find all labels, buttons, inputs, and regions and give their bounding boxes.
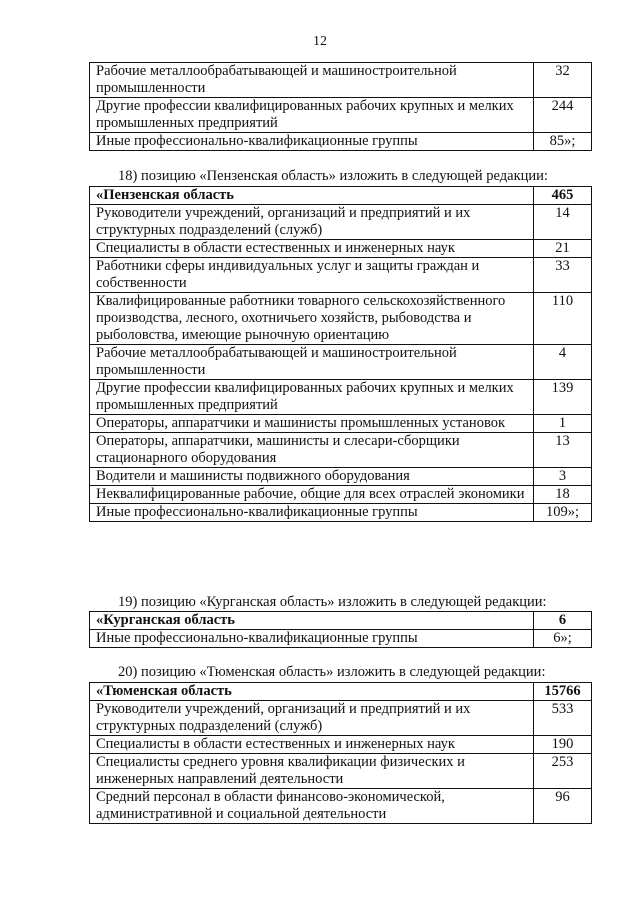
table-row	[90, 133, 592, 151]
region-total: 465	[534, 187, 592, 205]
row-label: Операторы, аппаратчики и машинисты промышленных установок	[90, 415, 534, 433]
table-row	[90, 345, 592, 380]
table-row	[90, 415, 592, 433]
tyumen-table	[89, 682, 592, 824]
row-label: Специалисты среднего уровня квалификации физических и инженерных направлений деятельности	[90, 754, 534, 789]
row-label: Рабочие металлообрабатывающей и машиностроительной промышленности	[90, 345, 534, 380]
row-label: Руководители учреждений, организаций и предприятий и их структурных подразделений (служб)	[90, 205, 534, 240]
section-19-intro: 19) позицию «Курганская область» изложить в следующей редакции:	[118, 594, 547, 610]
table-row	[90, 63, 592, 98]
section-18-intro: 18) позицию «Пензенская область» изложить в следующей редакции:	[118, 168, 548, 184]
row-value: 253	[534, 754, 592, 789]
row-label: Другие профессии квалифицированных рабочих крупных и мелких промышленных предприятий	[90, 380, 534, 415]
penza-table	[89, 186, 592, 522]
row-label: Рабочие металлообрабатывающей и машиностроительной промышленности	[90, 63, 534, 98]
continuation-table	[89, 62, 592, 151]
table-header-row	[90, 187, 592, 205]
region-total: 6	[534, 612, 592, 630]
row-label: Руководители учреждений, организаций и предприятий и их структурных подразделений (служб)	[90, 701, 534, 736]
table-row	[90, 433, 592, 468]
kurgan-table	[89, 611, 592, 648]
row-value: 85»;	[534, 133, 592, 151]
table-row	[90, 98, 592, 133]
table-row	[90, 380, 592, 415]
row-label: Квалифицированные работники товарного сельскохозяйственного производства, лесного, охотничьего хозяйств, рыбоводства и рыболовства, имеющие рыночную ориентацию	[90, 293, 534, 345]
row-label: Неквалифицированные рабочие, общие для всех отраслей экономики	[90, 486, 534, 504]
region-name: «Курганская область	[90, 612, 534, 630]
table-row	[90, 754, 592, 789]
row-value: 139	[534, 380, 592, 415]
page-number: 12	[313, 34, 327, 49]
table-header-row	[90, 683, 592, 701]
table-row	[90, 258, 592, 293]
row-value: 190	[534, 736, 592, 754]
row-label: Водители и машинисты подвижного оборудования	[90, 468, 534, 486]
region-name: «Тюменская область	[90, 683, 534, 701]
row-label: Операторы, аппаратчики, машинисты и слесари-сборщики стационарного оборудования	[90, 433, 534, 468]
row-value: 18	[534, 486, 592, 504]
row-value: 4	[534, 345, 592, 380]
region-name: «Пензенская область	[90, 187, 534, 205]
section-20-intro: 20) позицию «Тюменская область» изложить в следующей редакции:	[118, 664, 546, 680]
row-value: 533	[534, 701, 592, 736]
row-label: Иные профессионально-квалификационные группы	[90, 504, 534, 522]
row-value: 33	[534, 258, 592, 293]
row-value: 1	[534, 415, 592, 433]
row-value: 13	[534, 433, 592, 468]
row-label: Специалисты в области естественных и инженерных наук	[90, 240, 534, 258]
row-label: Работники сферы индивидуальных услуг и защиты граждан и собственности	[90, 258, 534, 293]
table-row	[90, 736, 592, 754]
row-value: 110	[534, 293, 592, 345]
row-label: Специалисты в области естественных и инженерных наук	[90, 736, 534, 754]
row-value: 6»;	[534, 630, 592, 648]
table-row	[90, 504, 592, 522]
table-row	[90, 630, 592, 648]
table-row	[90, 789, 592, 824]
row-value: 3	[534, 468, 592, 486]
table-row	[90, 240, 592, 258]
table-row	[90, 486, 592, 504]
row-value: 96	[534, 789, 592, 824]
row-label: Иные профессионально-квалификационные группы	[90, 133, 534, 151]
table-header-row	[90, 612, 592, 630]
table-row	[90, 293, 592, 345]
row-label: Иные профессионально-квалификационные группы	[90, 630, 534, 648]
table-row	[90, 701, 592, 736]
row-value: 32	[534, 63, 592, 98]
table-row	[90, 468, 592, 486]
table-row	[90, 205, 592, 240]
row-label: Средний персонал в области финансово-экономической, административной и социальной деятельности	[90, 789, 534, 824]
row-value: 21	[534, 240, 592, 258]
row-value: 244	[534, 98, 592, 133]
row-label: Другие профессии квалифицированных рабочих крупных и мелких промышленных предприятий	[90, 98, 534, 133]
region-total: 15766	[534, 683, 592, 701]
row-value: 14	[534, 205, 592, 240]
row-value: 109»;	[534, 504, 592, 522]
